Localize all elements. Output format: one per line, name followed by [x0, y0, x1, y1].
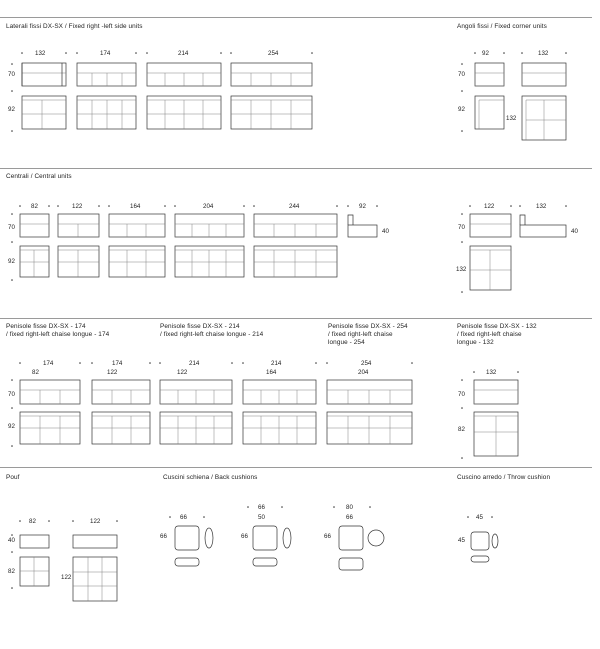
dim-width: 132 [486, 369, 497, 376]
back-cushion-66-50 [253, 526, 291, 566]
section-title-fixed-corner: Angoli fissi / Fixed corner units [457, 23, 547, 30]
dim-width: 122 [72, 203, 83, 210]
dim-width: 92 [359, 203, 366, 210]
dim-width: 214 [189, 360, 200, 367]
dim-height: 66 [241, 533, 248, 540]
back-cushion-80-66 [339, 526, 384, 570]
dim-width: 82 [32, 369, 39, 376]
dim-width: 254 [361, 360, 372, 367]
dim-height: 40 [571, 228, 578, 235]
section-title-fixed-side: Laterali fissi DX-SX / Fixed right -left side units [6, 23, 143, 30]
dim-height: 40 [382, 228, 389, 235]
section-title-chaise-132: Penisole fisse DX-SX - 132 / fixed right-left chaise longue - 132 [457, 323, 537, 346]
dim-height: 132 [456, 266, 467, 273]
corner-front-132 [522, 63, 566, 86]
dim-width: 164 [266, 369, 277, 376]
dim-height: 92 [8, 106, 15, 113]
chaise-front-row [20, 380, 518, 404]
dim-width: 174 [112, 360, 123, 367]
dim-width: 174 [43, 360, 54, 367]
dim-height: 45 [458, 537, 465, 544]
section-title-throw-cushion: Cuscino arredo / Throw cushion [457, 474, 551, 481]
fixed-side-top-214 [147, 96, 221, 129]
dim-width: 122 [107, 369, 118, 376]
dim-height: 82 [458, 426, 465, 433]
section-title-back-cushions: Cuscini schiena / Back cushions [163, 474, 258, 481]
fixed-side-front-254 [231, 63, 312, 86]
dim-height: 66 [324, 533, 331, 540]
fixed-side-top-254 [231, 96, 312, 129]
dim-width: 122 [484, 203, 495, 210]
dim-width: 204 [358, 369, 369, 376]
dim-width: 132 [536, 203, 547, 210]
chaise-top-row [20, 412, 518, 456]
dim-height: 92 [8, 423, 15, 430]
section-title-central: Centrali / Central units [6, 173, 72, 180]
dim-width: 174 [100, 50, 111, 57]
dim-width: 92 [482, 50, 489, 57]
dim-height: 70 [458, 224, 465, 231]
fixed-side-front-174 [77, 63, 136, 86]
pouf-drawings [20, 535, 117, 601]
dim-width: 50 [258, 514, 265, 521]
section-title-chaise-214: Penisole fisse DX-SX - 214 / fixed right-left chaise longue - 214 [160, 323, 264, 338]
dim-height: 66 [160, 533, 167, 540]
dim-width: 214 [178, 50, 189, 57]
dim-width: 80 [346, 504, 353, 511]
central-front-row [20, 214, 337, 237]
dim-width: 45 [476, 514, 483, 521]
section-title-chaise-254: Penisole fisse DX-SX - 254 / fixed right-left chaise longue - 254 [328, 323, 408, 346]
fixed-side-front-132 [22, 63, 66, 86]
throw-cushion [471, 532, 498, 562]
dim-width: 82 [31, 203, 38, 210]
dim-height: 92 [458, 106, 465, 113]
fixed-side-top-174 [77, 96, 136, 129]
dim-height: 132 [506, 115, 517, 122]
back-cushion-66 [175, 526, 213, 566]
dim-width: 66 [180, 514, 187, 521]
central-right-units [470, 214, 566, 290]
dim-height: 40 [8, 537, 15, 544]
corner-top-92 [475, 96, 504, 129]
fixed-side-top-132 [22, 96, 66, 129]
dimension-dots [11, 52, 567, 589]
central-side-view-92 [348, 215, 377, 237]
dim-width: 132 [35, 50, 46, 57]
dim-width: 254 [268, 50, 279, 57]
dim-width: 122 [177, 369, 188, 376]
dim-height: 70 [458, 71, 465, 78]
dim-height: 70 [8, 71, 15, 78]
dim-width: 204 [203, 203, 214, 210]
dim-height: 92 [8, 258, 15, 265]
dim-width: 244 [289, 203, 300, 210]
dim-width: 132 [538, 50, 549, 57]
dim-width: 122 [90, 518, 101, 525]
dim-height: 70 [458, 391, 465, 398]
corner-front-92 [475, 63, 504, 86]
dim-height: 122 [61, 574, 72, 581]
dim-width: 164 [130, 203, 141, 210]
dim-width: 82 [29, 518, 36, 525]
dim-height: 70 [8, 224, 15, 231]
dim-width: 66 [346, 514, 353, 521]
corner-top-132 [522, 96, 566, 140]
dim-height: 82 [8, 568, 15, 575]
fixed-side-front-214 [147, 63, 221, 86]
dim-height: 70 [8, 391, 15, 398]
dim-width: 214 [271, 360, 282, 367]
central-top-row [20, 246, 337, 277]
section-title-pouf: Pouf [6, 474, 20, 481]
section-title-chaise-174: Penisole fisse DX-SX - 174 / fixed right-left chaise longue - 174 [6, 323, 110, 338]
dim-width: 66 [258, 504, 265, 511]
